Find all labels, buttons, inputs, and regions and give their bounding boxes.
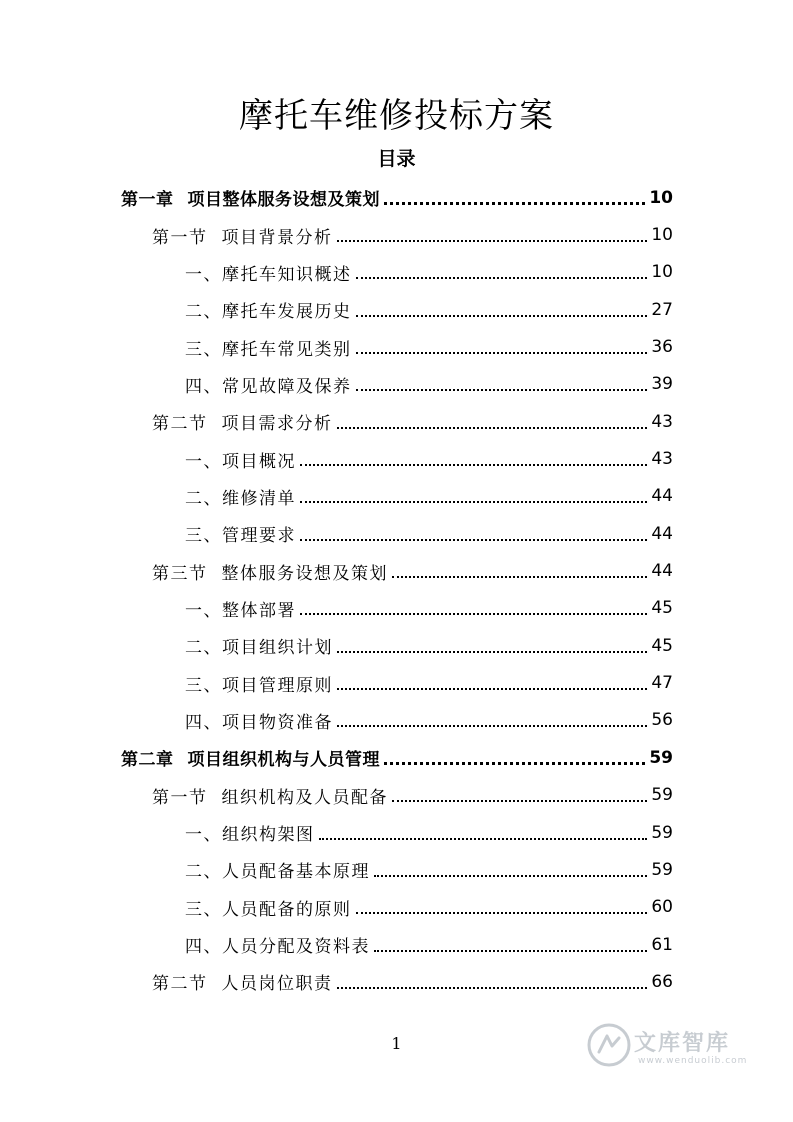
toc-entry-label — [185, 596, 296, 621]
toc-entry-prefix: 二、 — [185, 638, 222, 659]
toc-entry-prefix: 二、 — [185, 488, 222, 509]
toc-entry-text: 人员配备的原则 — [222, 899, 352, 920]
toc-entry-page: 59 — [649, 747, 673, 768]
toc-entry-page: 45 — [651, 635, 673, 656]
toc-entry[interactable] — [0, 739, 793, 776]
toc-entry-prefix: 一、 — [185, 825, 222, 846]
toc-entry-label — [185, 708, 333, 733]
toc-entry[interactable] — [0, 664, 793, 701]
toc-entry-text: 组织构架图 — [222, 825, 315, 846]
toc-leader-dots — [300, 501, 647, 503]
toc-leader-dots — [384, 202, 645, 205]
toc-entry[interactable] — [0, 366, 793, 403]
toc-entry-page: 39 — [651, 374, 673, 395]
table-of-contents — [0, 179, 793, 1001]
toc-entry-text: 人员岗位职责 — [221, 974, 333, 995]
page-number: 1 — [391, 1034, 402, 1053]
toc-heading: 目录 — [377, 148, 416, 170]
toc-entry-label — [185, 260, 352, 285]
toc-entry-label — [185, 932, 370, 957]
toc-entry-page: 36 — [651, 337, 673, 358]
toc-entry-label — [152, 783, 388, 808]
toc-entry-prefix: 第二节 — [152, 414, 208, 435]
toc-entry-label — [185, 335, 352, 360]
toc-leader-dots — [374, 875, 647, 877]
toc-entry-prefix: 四、 — [185, 376, 222, 397]
toc-entry-text: 人员分配及资料表 — [222, 937, 370, 958]
toc-entry[interactable] — [0, 926, 793, 963]
toc-leader-dots — [300, 464, 647, 466]
toc-entry-page: 27 — [651, 299, 673, 320]
toc-entry-text: 项目组织计划 — [222, 638, 333, 659]
watermark — [586, 1018, 766, 1078]
toc-entry[interactable] — [0, 440, 793, 477]
toc-entry-label — [185, 671, 333, 696]
toc-leader-dots — [392, 576, 647, 578]
toc-entry-text: 项目需求分析 — [221, 414, 333, 435]
toc-leader-dots — [356, 277, 648, 279]
toc-entry-prefix: 二、 — [185, 302, 222, 323]
toc-leader-dots — [337, 427, 648, 429]
toc-entry-text: 常见故障及保养 — [222, 376, 352, 397]
toc-entry[interactable] — [0, 702, 793, 739]
toc-entry-label — [121, 745, 380, 770]
toc-entry-prefix: 二、 — [185, 862, 222, 883]
toc-entry-page: 56 — [651, 710, 673, 731]
toc-leader-dots — [337, 725, 647, 727]
toc-entry-prefix: 一、 — [185, 264, 222, 285]
toc-entry-page: 61 — [651, 934, 673, 955]
toc-entry-label — [185, 521, 296, 546]
toc-entry[interactable] — [0, 403, 793, 440]
toc-entry-page: 60 — [651, 897, 673, 918]
toc-leader-dots — [384, 762, 645, 765]
toc-leader-dots — [356, 912, 648, 914]
toc-entry[interactable] — [0, 254, 793, 291]
toc-leader-dots — [337, 987, 648, 989]
toc-entry-page: 66 — [651, 971, 673, 992]
toc-entry-page: 45 — [651, 598, 673, 619]
toc-entry[interactable] — [0, 552, 793, 589]
toc-entry-page: 59 — [651, 822, 673, 843]
toc-entry-page: 43 — [651, 411, 673, 432]
toc-entry[interactable] — [0, 328, 793, 365]
toc-entry-label — [185, 447, 296, 472]
toc-entry-text: 项目整体服务设想及策划 — [187, 190, 380, 211]
logo-icon — [586, 1022, 632, 1068]
toc-leader-dots — [337, 688, 647, 690]
toc-entry-text: 维修清单 — [222, 488, 296, 509]
toc-entry-page: 44 — [651, 561, 673, 582]
toc-entry-prefix: 三、 — [185, 899, 222, 920]
toc-entry-label — [185, 857, 370, 882]
toc-entry[interactable] — [0, 179, 793, 216]
toc-entry-text: 整体部署 — [222, 600, 296, 621]
toc-entry-page: 10 — [651, 262, 673, 283]
toc-entry[interactable] — [0, 889, 793, 926]
toc-entry-text: 摩托车常见类别 — [222, 339, 352, 360]
toc-entry-text: 整体服务设想及策划 — [221, 563, 388, 584]
watermark-url: www.wenduolib.com — [638, 1056, 748, 1066]
toc-entry-text: 项目物资准备 — [222, 712, 333, 733]
toc-entry-text: 管理要求 — [222, 526, 296, 547]
toc-entry-prefix: 四、 — [185, 937, 222, 958]
toc-entry-text: 组织机构及人员配备 — [221, 787, 388, 808]
toc-entry-page: 10 — [649, 187, 673, 208]
toc-entry-label — [152, 969, 333, 994]
toc-entry-page: 47 — [651, 673, 673, 694]
toc-entry-page: 10 — [651, 225, 673, 246]
toc-leader-dots — [356, 352, 648, 354]
toc-entry[interactable] — [0, 515, 793, 552]
toc-entry-page: 59 — [651, 859, 673, 880]
toc-entry-prefix: 第一节 — [152, 227, 208, 248]
toc-entry-label — [185, 372, 352, 397]
toc-entry-prefix: 三、 — [185, 526, 222, 547]
toc-entry-text: 摩托车知识概述 — [222, 264, 352, 285]
toc-entry-prefix: 四、 — [185, 712, 222, 733]
toc-entry-prefix: 第二章 — [121, 750, 174, 771]
toc-entry[interactable] — [0, 814, 793, 851]
toc-entry[interactable] — [0, 777, 793, 814]
toc-entry-label — [185, 297, 352, 322]
toc-entry-text: 摩托车发展历史 — [222, 302, 352, 323]
watermark-text: 文库智库 — [634, 1031, 731, 1056]
toc-leader-dots — [392, 800, 647, 802]
toc-entry-text: 项目管理原则 — [222, 675, 333, 696]
toc-entry-page: 44 — [651, 523, 673, 544]
toc-entry-prefix: 一、 — [185, 600, 222, 621]
toc-entry-label — [152, 559, 388, 584]
toc-entry-prefix: 第一节 — [152, 787, 208, 808]
toc-entry[interactable] — [0, 478, 793, 515]
toc-leader-dots — [300, 613, 647, 615]
toc-entry-label — [185, 820, 315, 845]
toc-leader-dots — [337, 240, 648, 242]
toc-leader-dots — [300, 539, 647, 541]
toc-entry[interactable] — [0, 291, 793, 328]
toc-entry-prefix: 一、 — [185, 451, 222, 472]
toc-leader-dots — [337, 651, 647, 653]
toc-entry-label — [185, 633, 333, 658]
toc-entry-label — [185, 484, 296, 509]
toc-entry-label — [152, 409, 333, 434]
toc-entry-prefix: 第三节 — [152, 563, 208, 584]
toc-entry-page: 43 — [651, 449, 673, 470]
toc-entry-label — [152, 223, 333, 248]
toc-entry[interactable] — [0, 216, 793, 253]
toc-entry-text: 项目背景分析 — [221, 227, 333, 248]
toc-entry-prefix: 第一章 — [121, 190, 174, 211]
toc-entry[interactable] — [0, 851, 793, 888]
toc-entry-label — [121, 185, 380, 210]
toc-entry-prefix: 三、 — [185, 675, 222, 696]
document-title: 摩托车维修投标方案 — [239, 96, 554, 136]
toc-entry[interactable] — [0, 590, 793, 627]
toc-entry[interactable] — [0, 627, 793, 664]
toc-entry-page: 44 — [651, 486, 673, 507]
toc-leader-dots — [356, 315, 648, 317]
toc-entry-page: 59 — [651, 785, 673, 806]
toc-entry-label — [185, 895, 352, 920]
toc-entry-prefix: 三、 — [185, 339, 222, 360]
toc-leader-dots — [374, 950, 647, 952]
toc-entry[interactable] — [0, 963, 793, 1000]
toc-entry-text: 人员配备基本原理 — [222, 862, 370, 883]
toc-entry-text: 项目概况 — [222, 451, 296, 472]
toc-entry-text: 项目组织机构与人员管理 — [187, 750, 380, 771]
toc-leader-dots — [319, 838, 648, 840]
toc-leader-dots — [356, 389, 648, 391]
toc-entry-prefix: 第二节 — [152, 974, 208, 995]
